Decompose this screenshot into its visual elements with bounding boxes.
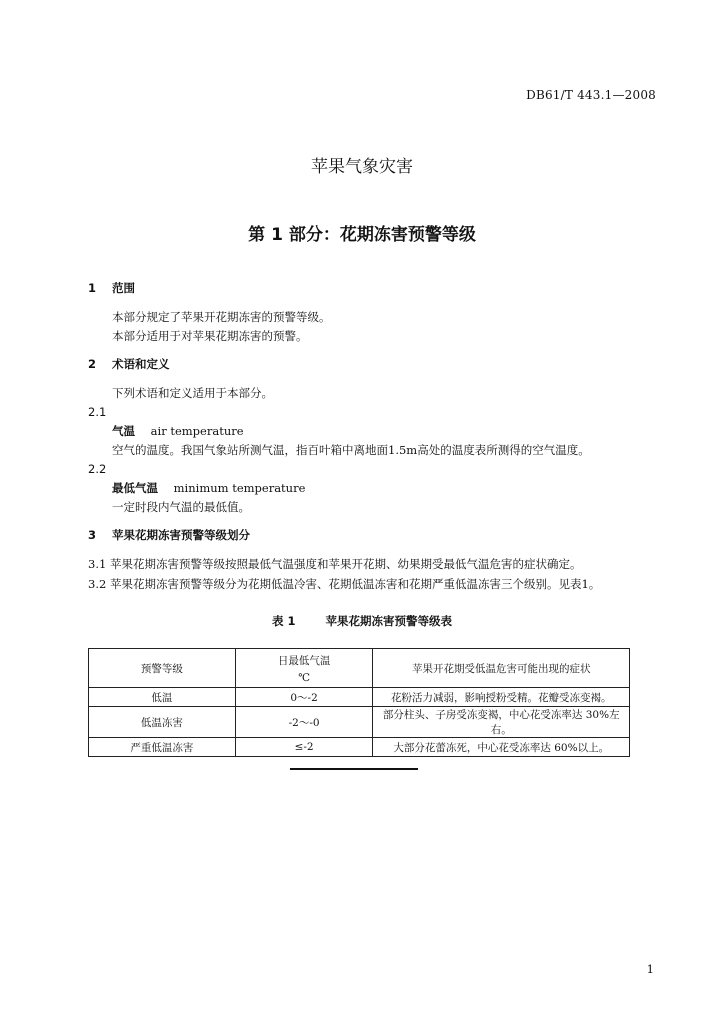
section-2-title: 术语和定义	[112, 357, 170, 371]
header-symptom: 苹果开花期受低温危害可能出现的症状	[373, 649, 630, 688]
section-3-title: 苹果花期冻害预警等级划分	[112, 528, 251, 542]
warning-grade-table	[88, 648, 630, 757]
section-3-number: 3	[88, 528, 97, 542]
term-air-temperature	[112, 423, 244, 439]
term-minimum-temperature	[112, 480, 305, 496]
clause-2-1-number: 2.1	[88, 405, 107, 419]
document-subtitle: 第 1 部分：花期冻害预警等级	[248, 225, 476, 245]
table-row	[89, 688, 630, 707]
clause-2-2-number: 2.2	[88, 462, 107, 476]
section-3-heading	[88, 527, 250, 543]
page-number: 1	[646, 962, 654, 976]
row-3-grade: 严重低温冻害	[89, 738, 236, 757]
section-2-heading	[88, 356, 170, 372]
row-1-grade: 低温	[89, 688, 236, 707]
header-min-temp-label: 日最低气温	[277, 654, 331, 667]
row-1-temp: 0～-2	[235, 688, 373, 707]
clause-3-2: 3.2 苹果花期冻害预警等级分为花期低温冷害、花期低温冻害和花期严重低温冻害三个级别。见表1。	[88, 577, 601, 591]
table-caption	[0, 613, 724, 629]
term-2-1-en: air temperature	[150, 424, 244, 438]
section-2-paragraph-1: 下列术语和定义适用于本部分。	[112, 386, 273, 400]
term-2-1-definition: 空气的温度。我国气象站所测气温，指百叶箱中离地面1.5m高处的温度表所测得的空气温度。	[112, 443, 590, 457]
section-1-heading	[88, 280, 135, 296]
header-min-temp-unit: ℃	[298, 671, 310, 684]
row-3-temp: ≤-2	[235, 738, 373, 757]
table-caption-title: 苹果花期冻害预警等级表	[325, 614, 453, 628]
row-2-grade: 低温冻害	[89, 707, 236, 738]
standard-code: DB61/T 443.1—2008	[526, 88, 656, 102]
section-2-number: 2	[88, 357, 97, 371]
term-2-2-definition: 一定时段内气温的最低值。	[112, 500, 250, 514]
section-1-paragraph-1: 本部分规定了苹果开花期冻害的预警等级。	[112, 310, 331, 324]
term-2-2-en: minimum temperature	[173, 481, 306, 495]
section-1-number: 1	[88, 281, 97, 295]
row-3-symptom: 大部分花蕾冻死，中心花受冻率达 60%以上。	[373, 738, 630, 757]
term-2-2-cn: 最低气温	[112, 481, 158, 495]
clause-3-1: 3.1 苹果花期冻害预警等级按照最低气温强度和苹果开花期、幼果期受最低气温危害的症状确定。	[88, 557, 582, 571]
end-rule-divider	[290, 768, 418, 770]
table-row	[89, 738, 630, 757]
row-2-temp: -2～-0	[235, 707, 373, 738]
table-caption-number: 表 1	[271, 614, 296, 628]
row-2-symptom: 部分柱头、子房受冻变褐，中心花受冻率达 30%左右。	[373, 707, 630, 738]
section-1-title: 范围	[112, 281, 136, 295]
table-row	[89, 707, 630, 738]
section-1-paragraph-2: 本部分适用于对苹果花期冻害的预警。	[112, 329, 308, 343]
document-title: 苹果气象灾害	[311, 157, 413, 177]
row-1-symptom: 花粉活力减弱，影响授粉受精。花瓣受冻变褐。	[373, 688, 630, 707]
header-grade: 预警等级	[89, 649, 236, 688]
table-header-row	[89, 649, 630, 688]
term-2-1-cn: 气温	[112, 424, 135, 438]
header-min-temp	[235, 649, 373, 688]
